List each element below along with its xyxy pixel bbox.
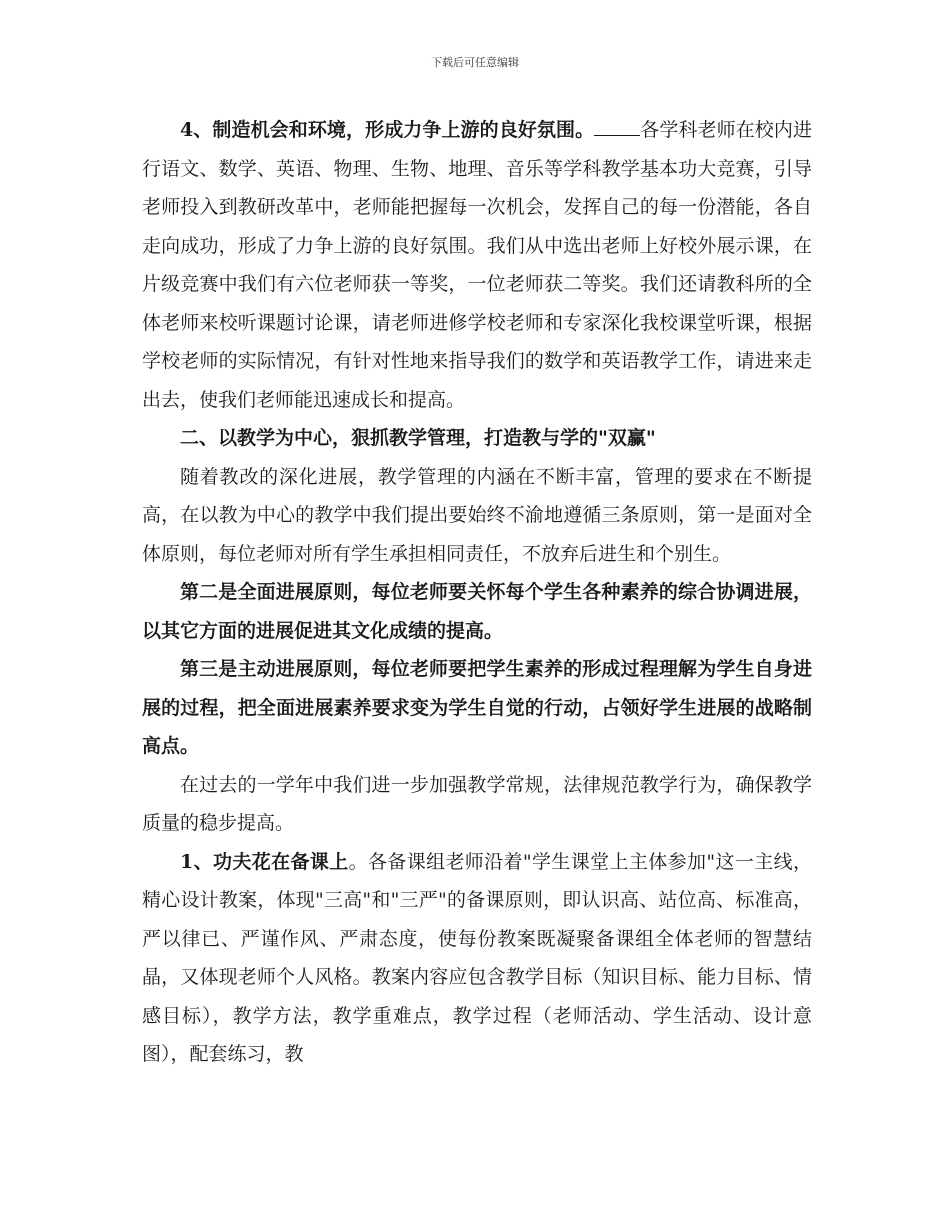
paragraph-lead: 4、制造机会和环境，形成力争上游的良好氛围。 xyxy=(180,119,595,141)
blank-underline xyxy=(594,117,640,136)
paragraph-past-year: 在过去的一学年中我们进一步加强教学常规，法律规范教学行为，确保教学质量的稳步提高。 xyxy=(142,773,812,834)
section-heading-2: 二、以教学为中心，狠抓教学管理，打造教与学的"双赢" xyxy=(180,427,656,449)
paragraph-text: 。各备课组老师沿着"学生课堂上主体参加"这一主线，精心设计教案，体现"三高"和"三严"的备课原则，即认识高、站位高、标准高，严以律已、严谨作风、严肃态度，使每份教案既凝聚备课组全体老师的智慧结晶，又体现老师个人风格。教案内容应包含教学目标（知识目标、能力目标、情感目标），教学方法，教学重难点，教学过程（老师活动、学生活动、设计意图），配套练习，教 xyxy=(142,850,812,1065)
paragraph-4-atmosphere xyxy=(142,111,812,419)
paragraph-principle-2: 第二是全面进展原则，每位老师要关怀每个学生各种素养的综合协调进展，以其它方面的进展促进其文化成绩的提高。 xyxy=(142,581,812,642)
document-body xyxy=(142,111,812,1074)
page-header: 下载后可任意编辑 xyxy=(431,56,519,69)
paragraph-lead: 1、功夫花在备课上 xyxy=(180,850,349,873)
paragraph-principle-3: 第三是主动进展原则，每位老师要把学生素养的形成过程理解为学生自身进展的过程，把全面进展素养要求变为学生自觉的行动，占领好学生进展的战略制高点。 xyxy=(142,658,812,757)
paragraph-1-lesson-prep xyxy=(142,843,812,1074)
paragraph-principles-intro: 随着教改的深化进展，教学管理的内涵在不断丰富，管理的要求在不断提高，在以教为中心的教学中我们提出要始终不渝地遵循三条原则，第一是面对全体原则，每位老师对所有学生承担相同责任，不放弃后进生和个别生。 xyxy=(142,465,812,565)
paragraph-text: 各学科老师在校内进行语文、数学、英语、物理、生物、地理、音乐等学科教学基本功大竞赛，引导老师投入到教研改革中，老师能把握每一次机会，发挥自己的每一份潜能，各自走向成功，形成了力争上游的良好氛围。我们从中选出老师上好校外展示课，在片级竞赛中我们有六位老师获一等奖，一位老师获二等奖。我们还请教科所的全体老师来校听课题讨论课，请老师进修学校老师和专家深化我校课堂听课，根据学校老师的实际情况，有针对性地来指导我们的数学和英语教学工作，请进来走出去，使我们老师能迅速成长和提高。 xyxy=(142,119,812,411)
